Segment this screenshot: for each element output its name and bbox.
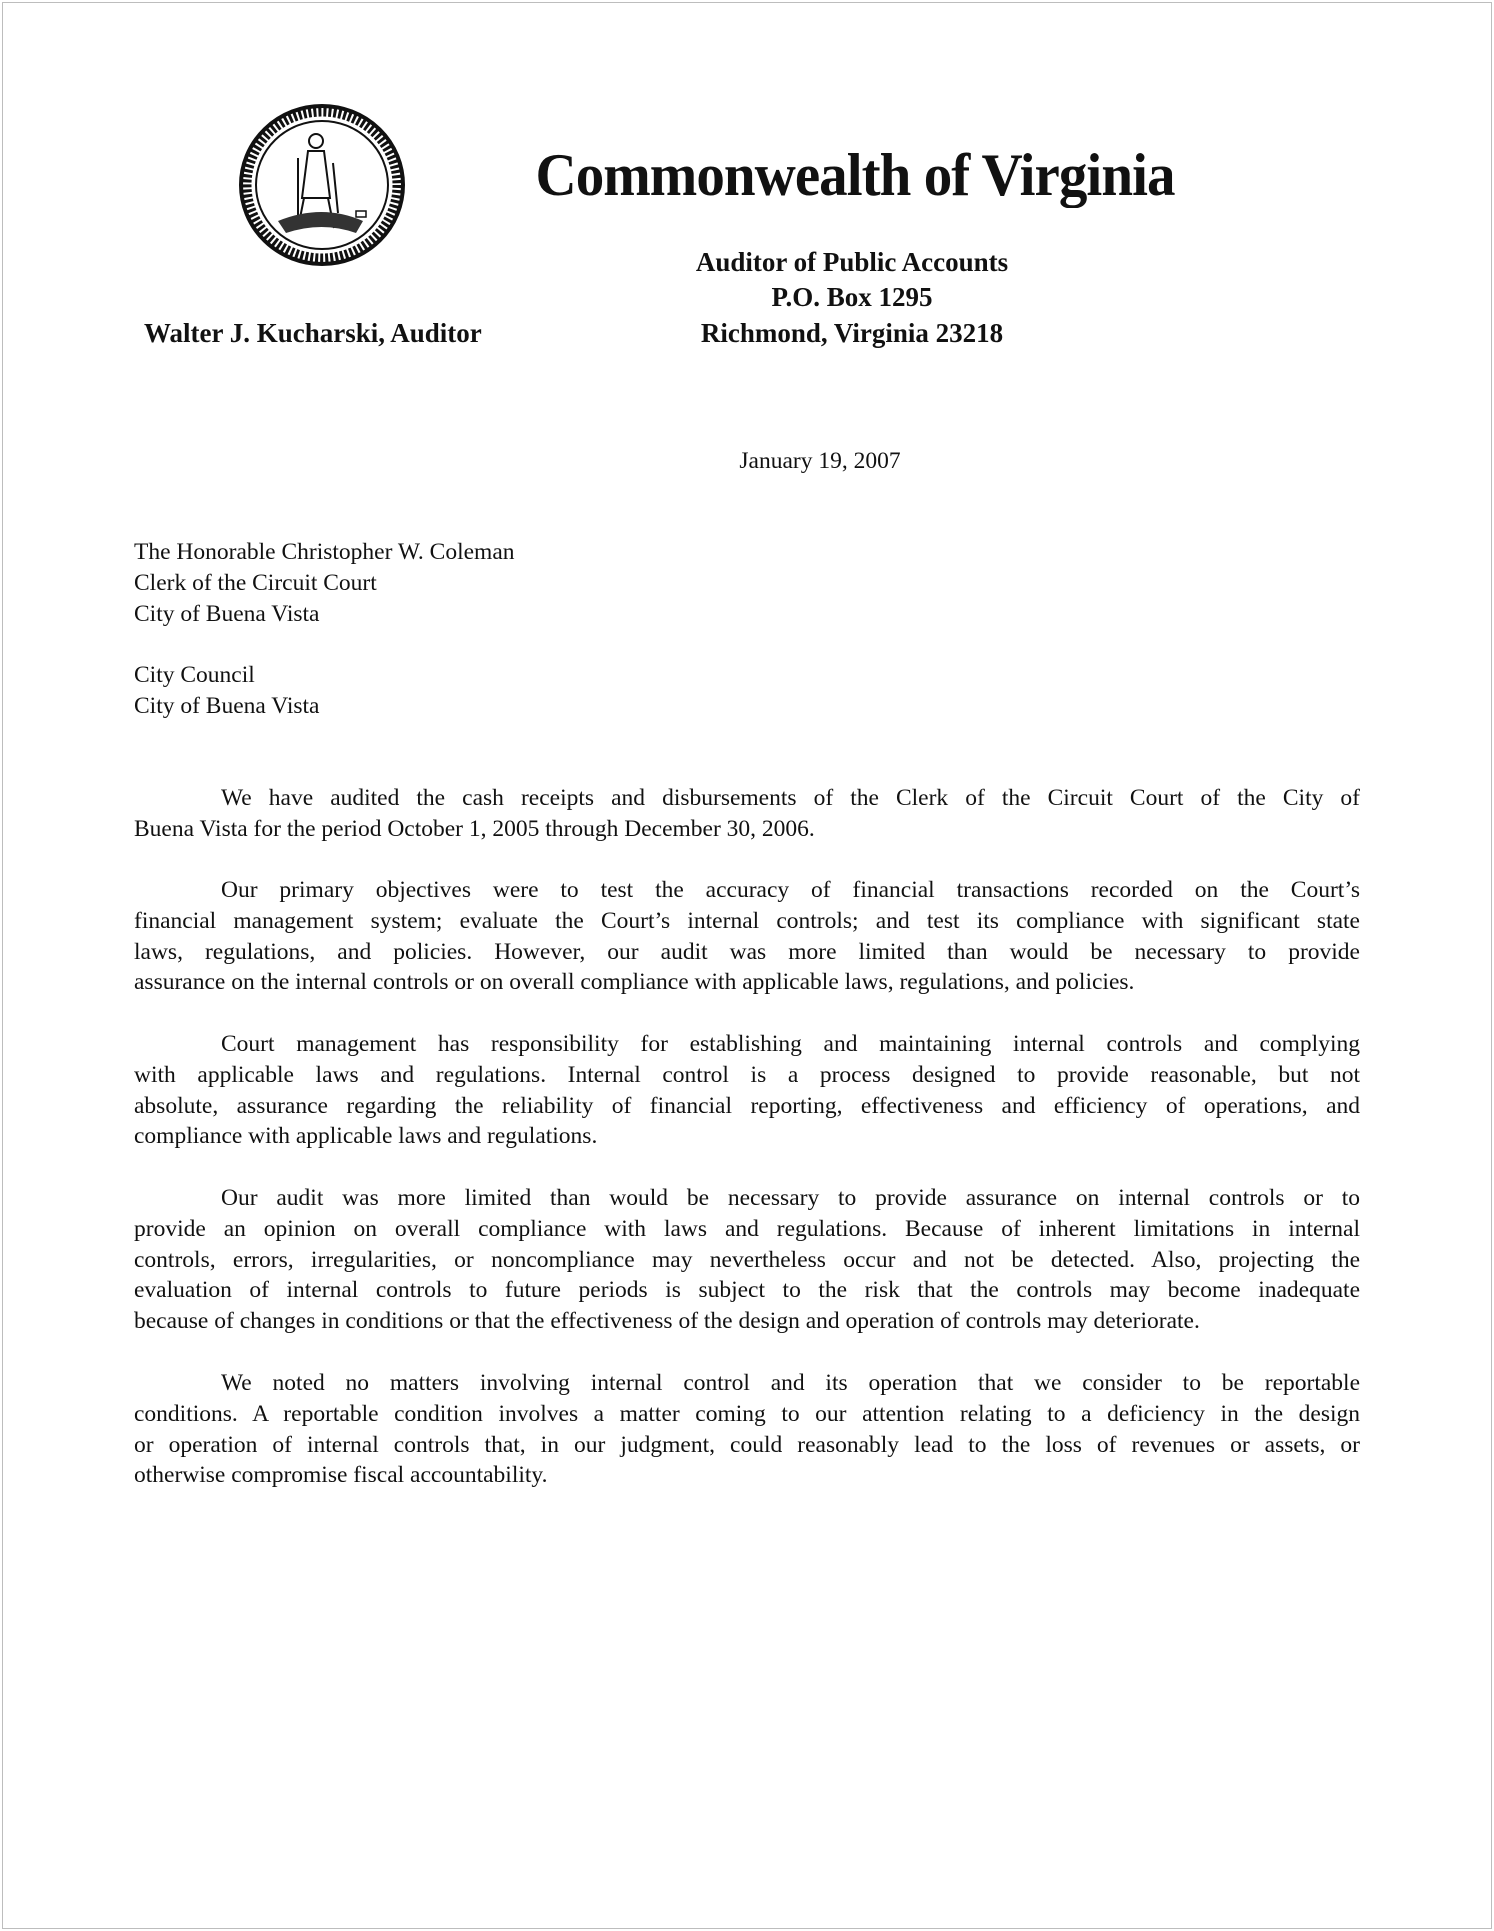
address-line: Clerk of the Circuit Court [134,569,377,596]
address-line: City Council [134,662,255,688]
text-line: controls, errors, irregularities, or noncompliance may nevertheless occur and not be detected. Also, projecting the [134,1246,1360,1273]
po-box: P.O. Box 1295 [771,282,933,312]
text-line: provide an opinion on overall compliance with laws and regulations. Because of inherent limitations in internal [134,1215,1360,1242]
virginia-seal-icon [238,103,406,267]
text-line: financial management system; evaluate the Court’s internal controls; and test its compliance with significant state [134,907,1360,934]
text-line: or operation of internal controls that, in our judgment, could reasonably lead to the loss of revenues or assets, or [134,1431,1360,1458]
text-line: evaluation of internal controls to future periods is subject to the risk that the controls may become inadequate [134,1277,1360,1304]
paragraph-management [134,1029,1360,1152]
letterhead-title: Commonwealth of Virginia [535,142,1175,208]
text-line: We noted no matters involving internal control and its operation that we consider to be reportable [221,1370,1360,1396]
text-line: laws, regulations, and policies. However, our audit was more limited than would be necessary to provide [134,938,1360,965]
text-line: conditions. A reportable condition involves a matter coming to our attention relating to a deficiency in the design [134,1400,1360,1427]
text-line: with applicable laws and regulations. Internal control is a process designed to provide reasonable, but not [134,1061,1360,1088]
address-line: City of Buena Vista [134,692,320,719]
paragraph-audit-scope [134,783,1360,845]
text-line: compliance with applicable laws and regulations. [134,1123,598,1150]
text-line: We have audited the cash receipts and disbursements of the Clerk of the Circuit Court of the City of [221,785,1360,811]
address-line: The Honorable Christopher W. Coleman [134,539,515,565]
addressee-clerk [134,537,1360,629]
address-line: City of Buena Vista [134,600,320,627]
text-line: because of changes in conditions or that the effectiveness of the design and operation of controls may deteriorate. [134,1308,1200,1335]
addressee-council [134,660,1360,722]
text-line: Buena Vista for the period October 1, 2005 through December 30, 2006. [134,815,815,842]
paragraph-limitations [134,1183,1360,1337]
paragraph-objectives [134,875,1360,998]
text-line: otherwise compromise fiscal accountability. [134,1462,548,1489]
paragraph-findings [134,1368,1360,1491]
auditor-name: Walter J. Kucharski, Auditor [144,318,482,348]
text-line: assurance on the internal controls or on overall compliance with applicable laws, regulations, and policies. [134,969,1135,996]
letter-date: January 19, 2007 [739,448,901,474]
text-line: Court management has responsibility for establishing and maintaining internal controls and complying [221,1031,1360,1057]
office-name: Auditor of Public Accounts [695,247,1009,277]
city-address: Richmond, Virginia 23218 [700,318,1004,348]
text-line: Our primary objectives were to test the accuracy of financial transactions recorded on the Court’s [221,877,1360,903]
text-line: Our audit was more limited than would be necessary to provide assurance on internal controls or to [221,1185,1360,1211]
text-line: absolute, assurance regarding the reliability of financial reporting, effectiveness and efficiency of operations, and [134,1092,1360,1119]
